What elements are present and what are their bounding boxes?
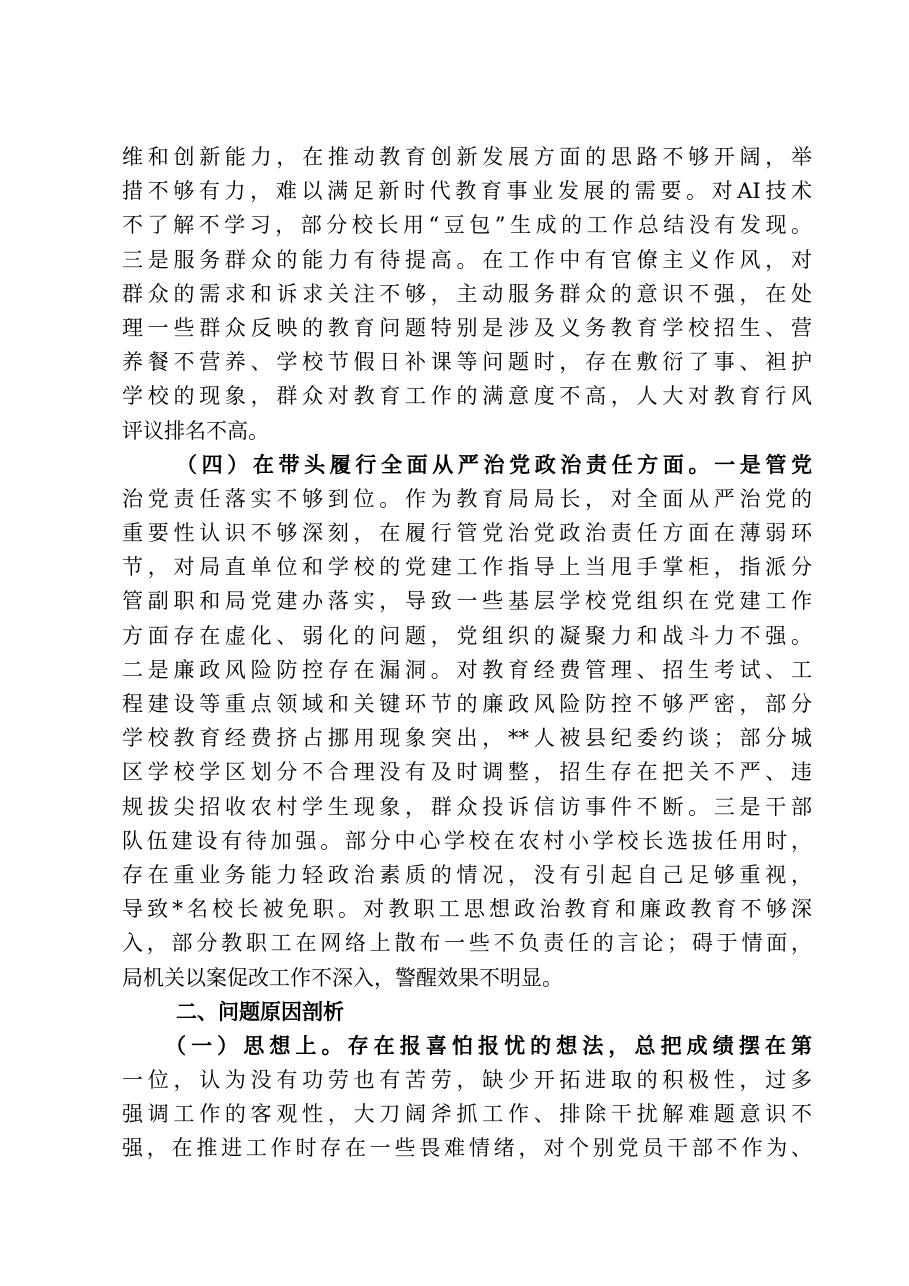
body-line: 维和创新能力，在推动教育创新发展方面的思路不够开阔，举 [122, 145, 812, 169]
document-body [122, 140, 812, 1166]
body-line: 学校教育经费挤占挪用现象突出，**人被县纪委约谈；部分城 [122, 726, 812, 751]
body-line: 重要性认识不够深刻，在履行管党治党政治责任方面在薄弱环 [122, 521, 812, 546]
body-line: 管副职和局党建办落实，导致一些基层学校党组织在党建工作 [122, 589, 812, 614]
body-line: 方面存在虚化、弱化的问题，党组织的凝聚力和战斗力不强。 [122, 623, 812, 648]
body-line: 一位，认为没有功劳也有苦劳，缺少开拓进取的积极性，过多 [122, 1068, 812, 1093]
body-line: 队伍建设有待加强。部分中心学校在农村小学校长选拔任用时， [122, 828, 812, 853]
body-line: 学校的现象，群众对教育工作的满意度不高，人大对教育行风 [122, 384, 812, 409]
body-line: 理一些群众反映的教育问题特别是涉及义务教育学校招生、营 [122, 315, 812, 340]
body-line: 措不够有力，难以满足新时代教育事业发展的需要。对AI技术 [122, 179, 812, 204]
body-line: 强，在推进工作时存在一些畏难情绪，对个别党员干部不作为、 [122, 1136, 812, 1161]
chapter-heading: 二、问题原因剖析 [176, 998, 344, 1024]
body-line: 群众的需求和诉求关注不够，主动服务群众的意识不强，在处 [122, 281, 812, 306]
body-line: 养餐不营养、学校节假日补课等问题时，存在敷衍了事、袒护 [122, 350, 812, 375]
body-line: 二是廉政风险防控存在漏洞。对教育经费管理、招生考试、工 [122, 657, 812, 682]
section-heading: （四）在带头履行全面从严治党政治责任方面。一是管党 [176, 451, 812, 477]
body-line: 三是服务群众的能力有待提高。在工作中有官僚主义作风，对 [122, 247, 812, 272]
body-line: 局机关以案促改工作不深入，警醒效果不明显。 [122, 965, 563, 990]
body-line: 节，对局直单位和学校的党建工作指导上当甩手掌柜，指派分 [122, 555, 812, 580]
body-line: 不了解不学习，部分校长用“豆包”生成的工作总结没有发现。 [122, 213, 812, 238]
body-line: 区学校学区划分不合理没有及时调整，招生存在把关不严、违 [122, 760, 812, 785]
body-line: 强调工作的客观性，大刀阔斧抓工作、排除干扰解难题意识不 [122, 1102, 812, 1127]
body-line: 入，部分教职工在网络上散布一些不负责任的言论；碍于情面， [122, 931, 812, 956]
body-line: 存在重业务能力轻政治素质的情况，没有引起自己足够重视， [122, 862, 812, 887]
body-line: 规拔尖招收农村学生现象，群众投诉信访事件不断。三是干部 [122, 794, 812, 819]
body-line: 导致*名校长被免职。对教职工思想政治教育和廉政教育不够深 [122, 897, 812, 922]
body-line: 治党责任落实不够到位。作为教育局局长，对全面从严治党的 [122, 486, 812, 511]
body-line: 程建设等重点领域和关键环节的廉政风险防控不够严密，部分 [122, 692, 812, 716]
body-line: 评议排名不高。 [122, 418, 269, 443]
subsection-heading: （一）思想上。存在报喜怕报忧的想法，总把成绩摆在第 [165, 1032, 812, 1058]
